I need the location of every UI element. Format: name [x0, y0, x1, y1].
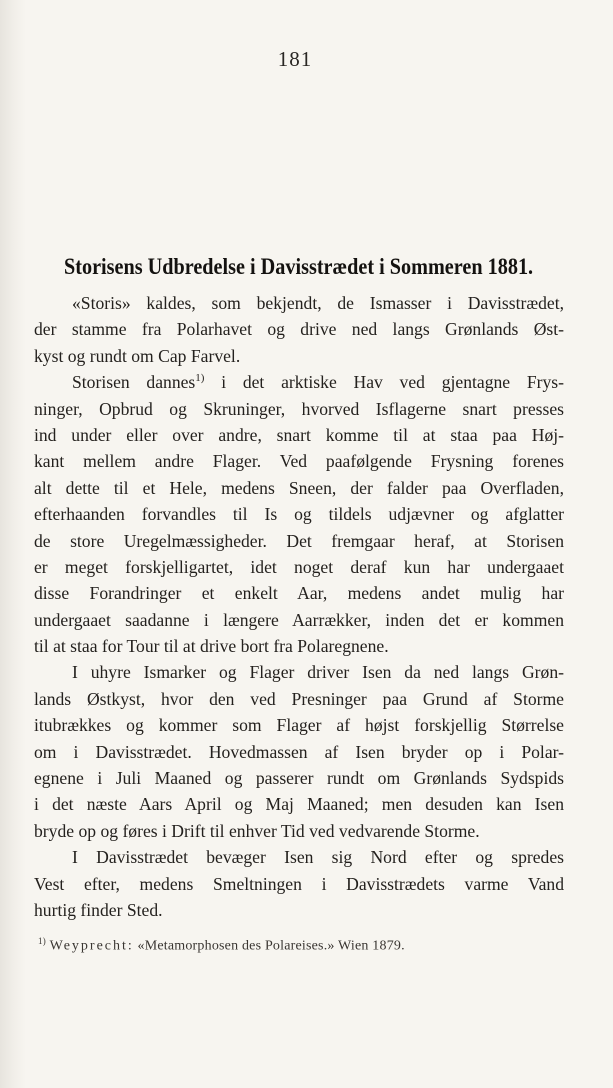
- text-line: kyst og rundt om Cap Farvel.: [34, 345, 241, 366]
- text-line: lands Østkyst, hvor den ved Presninger paa Grund af Storme: [34, 688, 564, 709]
- text-line: efterhaanden forvandles til Is og tildels udjævner og afglatter: [34, 504, 564, 525]
- footnote-mark: 1): [38, 936, 46, 946]
- text-line: Vest efter, medens Smeltningen i Davisstrædets varme Vand: [34, 873, 564, 894]
- text-line: ind under eller over andre, snart komme til at staa paa Høj-: [34, 424, 564, 445]
- text-line: undergaaet saadanne i længere Aarrækker, inden det er kommen: [34, 609, 564, 630]
- footnote-author: Weyprecht:: [49, 938, 134, 954]
- text-line: til at staa for Tour til at drive bort fra Polaregnene.: [34, 636, 389, 657]
- text-line: I uhyre Ismarker og Flager driver Isen da ned langs Grøn-: [72, 662, 564, 683]
- text-line: ninger, Opbrud og Skruninger, hvorved Isflagerne snart presses: [34, 398, 564, 419]
- text-line: alt dette til et Hele, medens Sneen, der falder paa Overfladen,: [34, 477, 564, 498]
- text-line: om i Davisstrædet. Hovedmassen af Isen bryder op i Polar-: [34, 741, 564, 762]
- text-line: hurtig finder Sted.: [34, 899, 163, 920]
- body-text: [34, 290, 564, 923]
- text-line: [34, 369, 564, 395]
- text-line: bryde op og føres i Drift til enhver Tid ved vedvarende Storme.: [34, 820, 480, 841]
- text-line: i det næste Aars April og Maj Maaned; men desuden kan Isen: [34, 794, 564, 815]
- text-line: disse Forandringer et enkelt Aar, medens andet mulig har: [34, 583, 564, 604]
- text-line: er meget forskjelligartet, idet noget deraf kun har undergaaet: [34, 556, 564, 577]
- text-fragment: i det arktiske Hav ved gjentagne Frys-: [204, 372, 564, 393]
- footnote-reference: 1): [195, 372, 205, 385]
- section-title: Storisens Udbredelse i Davisstrædet i Sommeren 1881.: [64, 254, 534, 280]
- text-line: egnene i Juli Maaned og passerer rundt om Grønlands Sydspids: [34, 768, 564, 789]
- footnote: [38, 936, 578, 955]
- footnote-text: «Metamorphosen des Polareises.» Wien 1879.: [133, 938, 405, 954]
- text-line: kant mellem andre Flager. Ved paafølgende Frysning forenes: [34, 451, 564, 472]
- page-number: 181: [277, 47, 313, 71]
- text-line: de store Uregelmæssigheder. Det fremgaar heraf, at Storisen: [34, 530, 564, 551]
- text-line: I Davisstrædet bevæger Isen sig Nord efter og spredes: [72, 847, 564, 868]
- text-fragment: Storisen dannes: [72, 372, 196, 393]
- text-line: der stamme fra Polarhavet og drive ned langs Grønlands Øst-: [34, 319, 564, 340]
- text-line: itubrækkes og kommer som Flager af højst forskjellig Størrelse: [34, 715, 564, 736]
- text-line: «Storis» kaldes, som bekjendt, de Ismasser i Davisstrædet,: [72, 293, 564, 313]
